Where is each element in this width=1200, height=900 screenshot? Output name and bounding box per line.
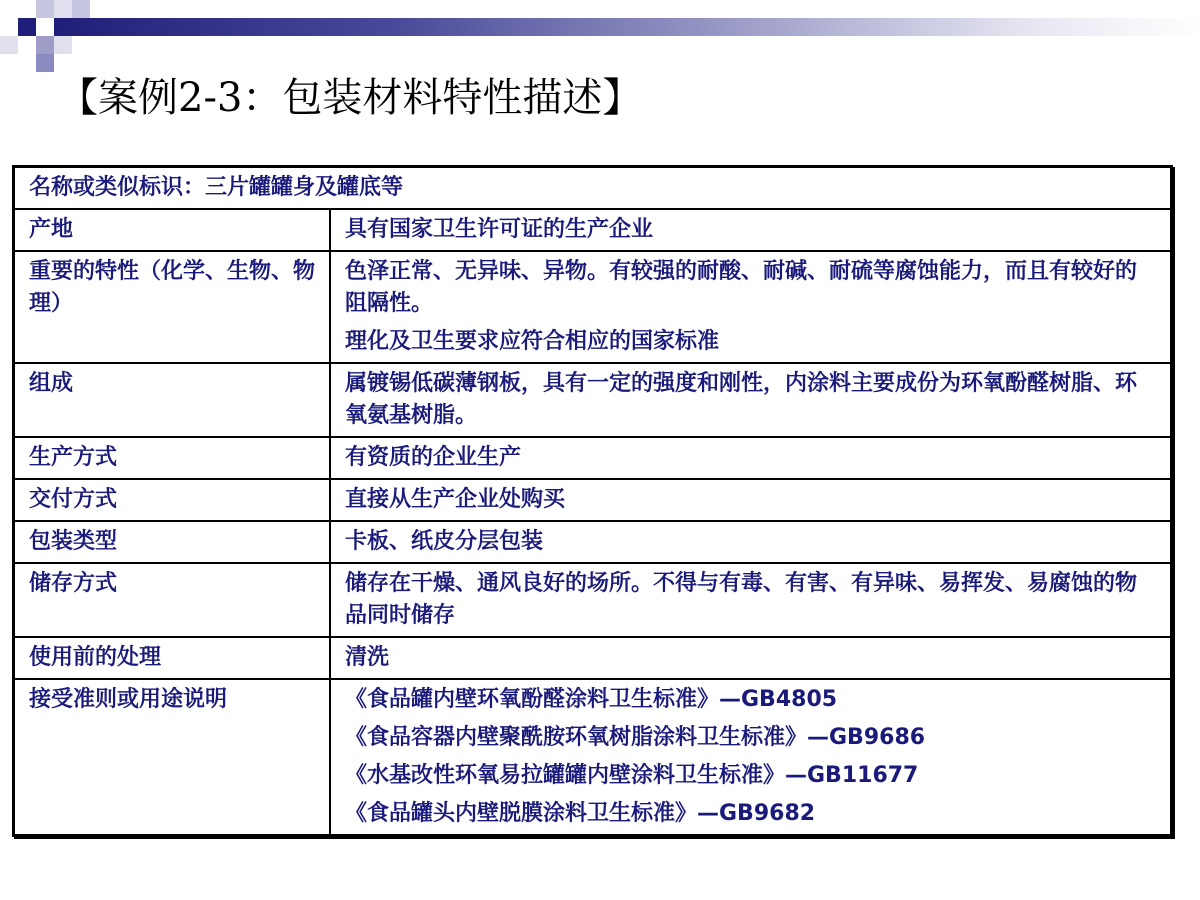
value-line: 具有国家卫生许可证的生产企业 <box>345 217 654 242</box>
standard-reference: 《食品罐内壁环氧酚醛涂料卫生标准》—GB4805 <box>345 687 838 712</box>
standard-reference: 《食品容器内壁聚酰胺环氧树脂涂料卫生标准》—GB9686 <box>345 725 926 750</box>
value-line: 卡板、纸皮分层包装 <box>345 529 544 554</box>
table-header-cell: 名称或类似标识：三片罐罐身及罐底等 <box>14 167 1172 210</box>
row-value <box>330 521 1172 563</box>
value-line: 直接从生产企业处购买 <box>345 487 566 512</box>
deco-square <box>0 36 18 54</box>
row-key: 包装类型 <box>14 521 331 563</box>
row-key: 使用前的处理 <box>14 637 331 679</box>
row-value <box>330 563 1172 637</box>
deco-square <box>72 0 90 18</box>
row-value <box>330 637 1172 679</box>
table-row <box>14 679 1172 836</box>
row-value <box>330 679 1172 836</box>
row-value <box>330 363 1172 437</box>
value-line: 理化及卫生要求应符合相应的国家标准 <box>345 329 720 354</box>
row-key: 组成 <box>14 363 331 437</box>
row-value <box>330 209 1172 251</box>
row-key: 交付方式 <box>14 479 331 521</box>
table-row <box>14 363 1172 437</box>
table-header-row <box>14 167 1172 210</box>
deco-square <box>54 0 72 18</box>
slide-title: 【案例2-3：包装材料特性描述】 <box>58 75 643 121</box>
row-key: 生产方式 <box>14 437 331 479</box>
value-line: 色泽正常、无异味、异物。有较强的耐酸、耐碱、耐硫等腐蚀能力，而且有较好的阻隔性。 <box>345 259 1138 316</box>
value-line: 储存在干燥、通风良好的场所。不得与有毒、有害、有异味、易挥发、易腐蚀的物品同时储存 <box>345 571 1138 628</box>
value-line: 清洗 <box>345 645 390 670</box>
deco-square <box>54 36 72 54</box>
table-row <box>14 437 1172 479</box>
value-line: 有资质的企业生产 <box>345 445 522 470</box>
deco-square <box>36 0 54 18</box>
deco-square <box>36 54 54 72</box>
standard-reference: 《水基改性环氧易拉罐罐内壁涂料卫生标准》—GB11677 <box>345 763 919 788</box>
row-key: 重要的特性（化学、生物、物理） <box>14 251 331 363</box>
row-key: 接受准则或用途说明 <box>14 679 331 836</box>
table-row <box>14 479 1172 521</box>
row-value <box>330 437 1172 479</box>
deco-square <box>36 36 54 54</box>
table-row <box>14 637 1172 679</box>
row-key: 储存方式 <box>14 563 331 637</box>
row-key: 产地 <box>14 209 331 251</box>
table-row <box>14 521 1172 563</box>
standard-reference: 《食品罐头内壁脱膜涂料卫生标准》—GB9682 <box>345 801 816 826</box>
table-row <box>14 209 1172 251</box>
row-value <box>330 479 1172 521</box>
spec-table <box>12 165 1173 837</box>
header-gradient-band <box>54 18 1200 36</box>
deco-square <box>18 18 36 36</box>
row-value <box>330 251 1172 363</box>
table-row <box>14 251 1172 363</box>
value-line: 属镀锡低碳薄钢板，具有一定的强度和刚性，内涂料主要成份为环氧酚醛树脂、环氧氨基树脂。 <box>345 371 1138 428</box>
table-row <box>14 563 1172 637</box>
